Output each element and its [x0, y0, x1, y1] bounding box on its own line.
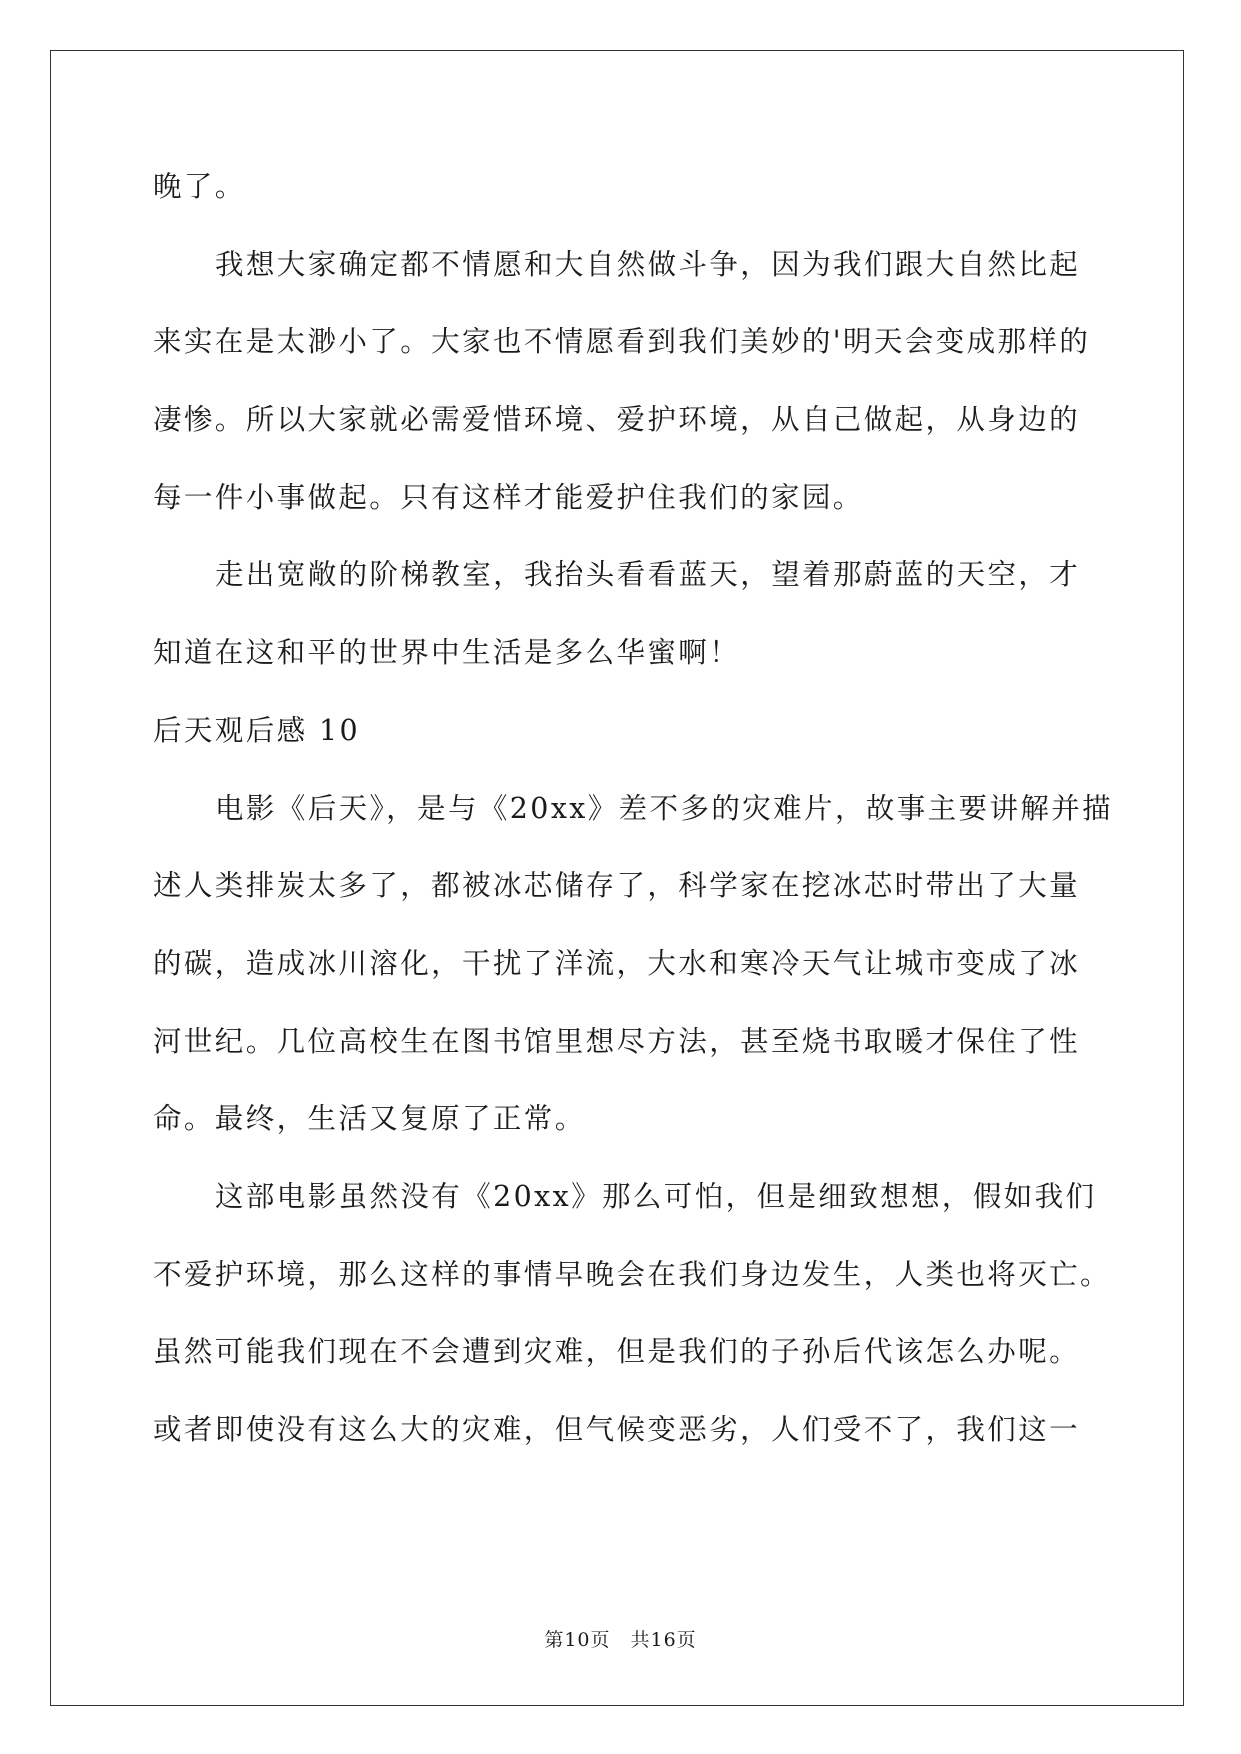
text-line: 虽然可能我们现在不会遭到灾难，但是我们的子孙后代该怎么办呢。: [153, 1335, 1081, 1369]
text-line: 凄惨。所以大家就必需爱惜环境、爱护环境，从自己做起，从身边的: [153, 403, 1081, 437]
text-line: 河世纪。几位高校生在图书馆里想尽方法，甚至烧书取暖才保住了性: [153, 1024, 1081, 1058]
text-line: 知道在这和平的世界中生活是多么华蜜啊！: [153, 636, 741, 670]
paragraph-start: 电影《后天》，是与《20xx》差不多的灾难片，故事主要讲解并描: [215, 791, 1114, 825]
text-line: 每一件小事做起。只有这样才能爱护住我们的家园。: [153, 480, 864, 514]
text-line: 不爱护环境，那么这样的事情早晚会在我们身边发生，人类也将灭亡。: [153, 1257, 1111, 1291]
text-line: 述人类排炭太多了，都被冰芯储存了，科学家在挖冰芯时带出了大量: [153, 869, 1081, 903]
paragraph-start: 这部电影虽然没有《20xx》那么可怕，但是细致想想，假如我们: [215, 1179, 1097, 1213]
text-line: 命。最终，生活又复原了正常。: [153, 1102, 586, 1136]
text-line: 的碳，造成冰川溶化，干扰了洋流，大水和寒冷天气让城市变成了冰: [153, 946, 1081, 980]
paragraph-start: 我想大家确定都不情愿和大自然做斗争，因为我们跟大自然比起: [215, 247, 1081, 281]
text-line: 来实在是太渺小了。大家也不情愿看到我们美妙的'明天会变成那样的: [153, 325, 1091, 359]
document-body: [153, 148, 1114, 1469]
text-line: 或者即使没有这么大的灾难，但气候变恶劣，人们受不了，我们这一: [153, 1413, 1081, 1446]
text-line: 晚了。: [153, 170, 246, 203]
paragraph-start: 走出宽敞的阶梯教室，我抬头看看蓝天，望着那蔚蓝的天空，才: [215, 558, 1081, 592]
page-footer: 第10页 共16页: [544, 1629, 697, 1651]
section-heading: 后天观后感 10: [153, 713, 361, 747]
